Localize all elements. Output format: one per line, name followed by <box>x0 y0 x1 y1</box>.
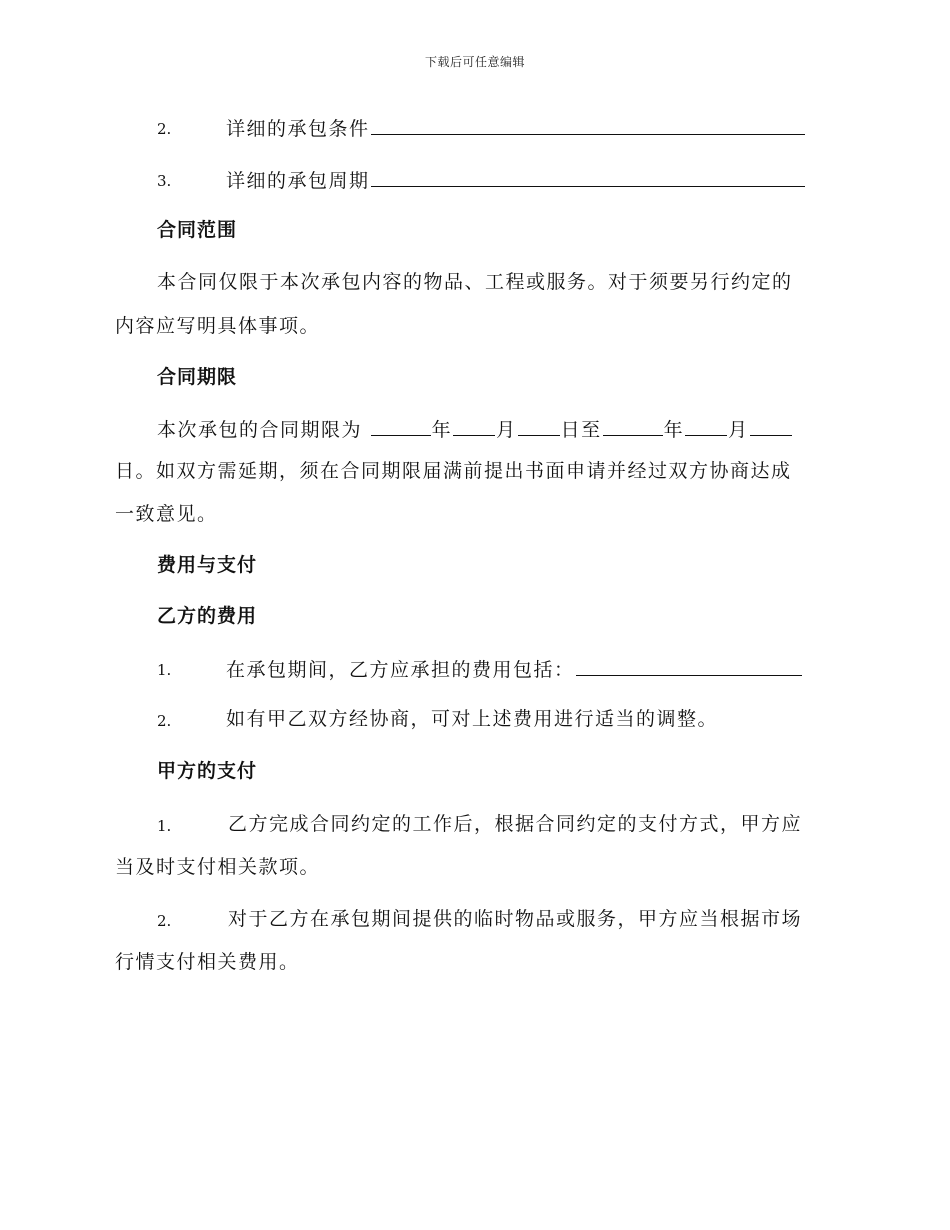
item-number: 1. <box>157 661 172 679</box>
section-heading-scope: 合同范围 <box>157 219 238 241</box>
paragraph-line: 一致意见。 <box>115 503 218 525</box>
paragraph-line: 日。如双方需延期，须在合同期限届满前提出书面申请并经过双方协商达成 <box>115 460 792 482</box>
fill-blank[interactable] <box>371 167 805 187</box>
item-text <box>226 656 946 682</box>
month-blank[interactable] <box>453 416 495 436</box>
item-number: 2. <box>157 712 172 730</box>
year-blank[interactable] <box>603 416 663 436</box>
item-label: 详细的承包周期 <box>226 170 370 192</box>
year-label: 年 <box>431 419 453 441</box>
item-text <box>226 115 946 141</box>
item-text <box>226 167 946 193</box>
term-prefix: 本次承包的合同期限为 <box>157 419 363 441</box>
item-text: 如有甲乙双方经协商，可对上述费用进行适当的调整。 <box>226 708 719 730</box>
page-header: 下载后可任意编辑 <box>424 55 525 69</box>
item-number: 2. <box>157 120 172 138</box>
section-heading-party-b: 乙方的费用 <box>157 605 258 627</box>
year-blank[interactable] <box>371 416 431 436</box>
item-label: 在承包期间，乙方应承担的费用包括： <box>226 659 575 681</box>
paragraph-line: 本合同仅限于本次承包内容的物品、工程或服务。对于须要另行约定的 <box>157 271 793 293</box>
day-blank[interactable] <box>518 416 560 436</box>
item-number: 3. <box>157 172 172 190</box>
section-heading-term: 合同期限 <box>157 366 238 388</box>
item-number: 2. <box>157 912 172 930</box>
fill-blank[interactable] <box>371 115 805 135</box>
month-label: 月 <box>496 419 517 441</box>
fill-blank[interactable] <box>576 656 802 676</box>
section-heading-fees: 费用与支付 <box>157 554 258 576</box>
item-text: 对于乙方在承包期间提供的临时物品或服务，甲方应当根据市场 <box>228 908 803 930</box>
month-label: 月 <box>728 419 749 441</box>
day-to-label: 日至 <box>560 419 602 441</box>
item-text: 乙方完成合同约定的工作后，根据合同约定的支付方式，甲方应 <box>228 813 803 835</box>
paragraph-line: 内容应写明具体事项。 <box>115 315 321 337</box>
item-number: 1. <box>157 817 172 835</box>
item-text-continued: 当及时支付相关款项。 <box>115 856 321 878</box>
item-label: 详细的承包条件 <box>226 118 370 140</box>
item-text-continued: 行情支付相关费用。 <box>115 951 300 973</box>
month-blank[interactable] <box>685 416 727 436</box>
year-label: 年 <box>663 419 685 441</box>
section-heading-party-a: 甲方的支付 <box>157 760 258 782</box>
paragraph-line <box>157 416 877 442</box>
day-blank[interactable] <box>750 416 792 436</box>
